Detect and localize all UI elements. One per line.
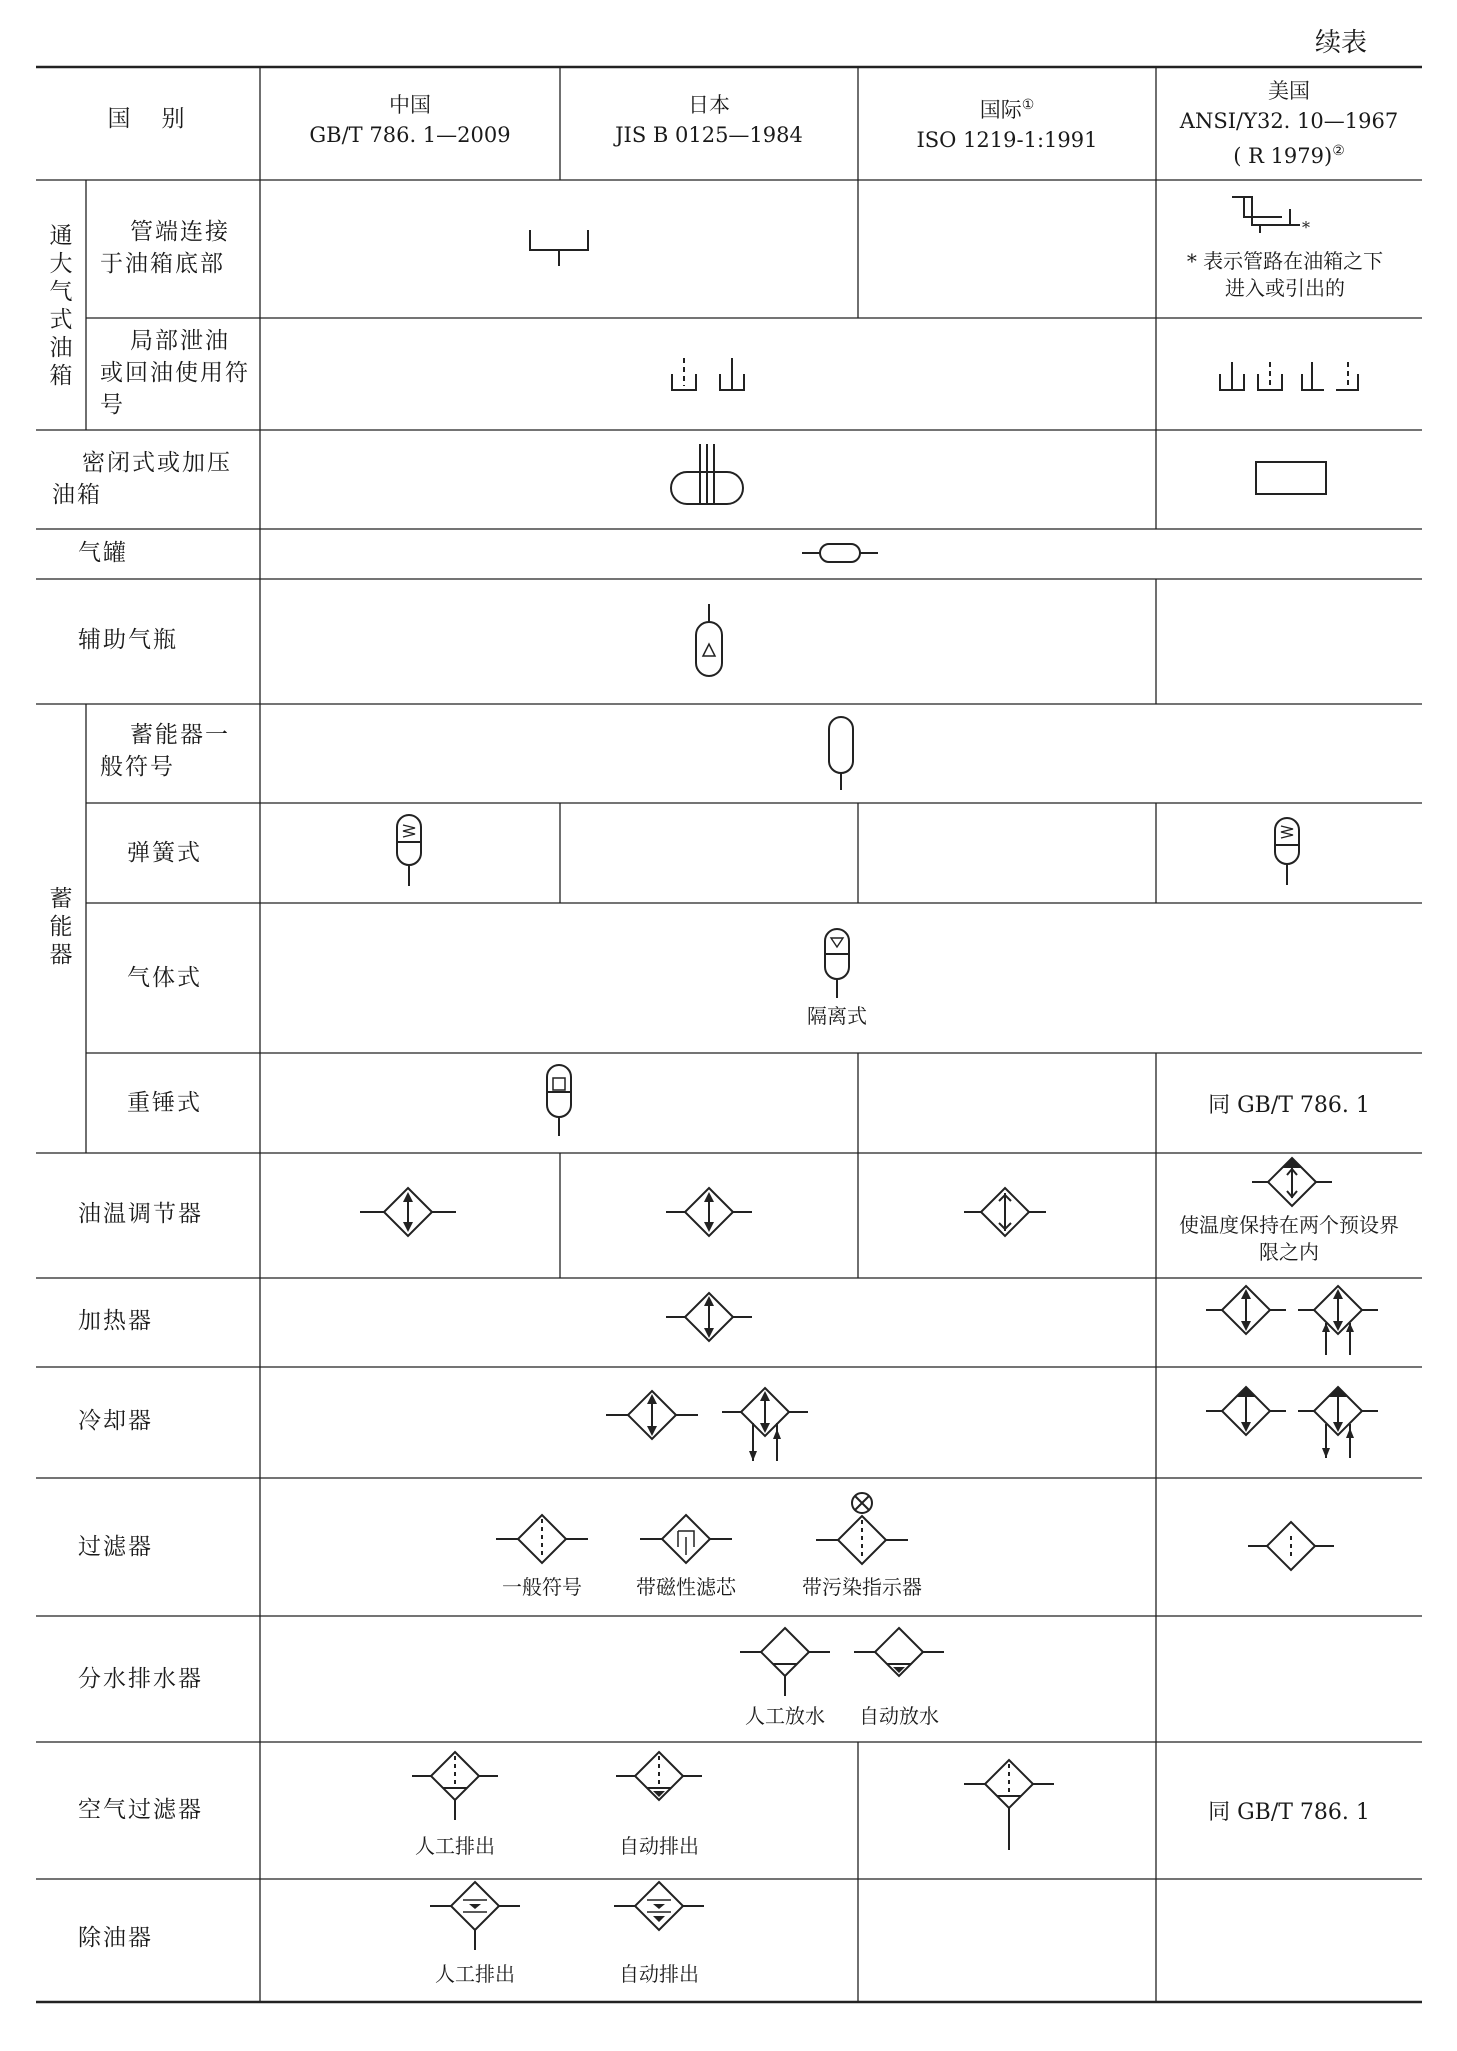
row-label-cooler: 冷却器	[78, 1408, 153, 1434]
heater-icon	[1296, 1283, 1380, 1357]
air-filter-icon	[962, 1756, 1056, 1852]
air-filter-icon	[410, 1748, 500, 1822]
row-label-water-separator: 分水排水器	[78, 1666, 203, 1692]
row-label-accumulator-general: 蓄能器一般符号	[100, 722, 230, 780]
oil-remover-auto-caption: 自动排出	[619, 1962, 699, 1986]
column-header-usa: 美国 ANSI/Y32. 10—1967 ( R 1979)②	[1179, 79, 1399, 168]
column-header-china: 中国 GB/T 786. 1—2009	[309, 93, 511, 147]
gas-tank-icon	[800, 541, 880, 565]
row-label-pipe-bottom: 管端连接于油箱底部	[100, 219, 230, 277]
filter-icon	[814, 1490, 910, 1568]
air-filter-icon	[614, 1748, 704, 1808]
cooler-icon	[1204, 1384, 1288, 1438]
filter-magnetic-caption: 带磁性滤芯	[636, 1575, 736, 1599]
heater-icon	[664, 1290, 754, 1344]
row-label-weight: 重锤式	[127, 1090, 202, 1116]
tank-open-icon	[528, 228, 592, 268]
row-label-aux-cylinder: 辅助气瓶	[78, 627, 178, 653]
cooler-icon	[604, 1388, 700, 1442]
filter-indicator-caption: 带污染指示器	[802, 1575, 922, 1599]
filter-icon	[494, 1511, 590, 1567]
oil-remover-manual-caption: 人工排出	[435, 1962, 515, 1986]
filter-icon	[1246, 1518, 1336, 1574]
row-label-spring: 弹簧式	[127, 840, 202, 866]
row-label-local-drain: 局部泄油或回油使用符号	[100, 328, 250, 418]
row-label-gas-tank: 气罐	[78, 540, 128, 566]
gas-accumulator-caption: 隔离式	[807, 1004, 867, 1028]
tank-sealed-icon	[668, 440, 748, 508]
spring-accumulator-icon	[394, 812, 424, 888]
row-label-air-filter: 空气过滤器	[78, 1797, 203, 1823]
air-filter-manual-caption: 人工排出	[415, 1834, 495, 1858]
country-header: 国 别	[107, 106, 189, 132]
temperature-regulator-icon	[962, 1185, 1048, 1239]
air-filter-auto-caption: 自动排出	[619, 1834, 699, 1858]
row-label-sealed-tank: 密闭式或加压油箱	[52, 450, 232, 508]
svg-text:*: *	[1302, 218, 1310, 237]
column-header-japan: 日本 JIS B 0125—1984	[615, 93, 803, 147]
oil-remover-icon	[612, 1878, 706, 1940]
filter-icon	[638, 1511, 734, 1567]
water-separator-icon	[852, 1622, 946, 1684]
oil-remover-icon	[428, 1878, 522, 1954]
continuation-label: 续表	[1315, 28, 1368, 58]
temperature-regulator-icon	[358, 1185, 458, 1239]
water-separator-icon	[738, 1622, 832, 1698]
auto-drain-caption: 自动放水	[859, 1704, 939, 1728]
row-label-gas: 气体式	[127, 965, 202, 991]
column-header-international: 国际① ISO 1219-1:1991	[916, 97, 1098, 152]
row-label-temp-regulator: 油温调节器	[78, 1201, 203, 1227]
row-label-oil-remover: 除油器	[78, 1925, 153, 1951]
cooler-icon	[720, 1385, 810, 1463]
group-label-vent-tank: 通大气式油箱	[49, 223, 73, 389]
accumulator-icon	[826, 714, 856, 792]
row-label-heater: 加热器	[78, 1308, 153, 1334]
pipe-bottom-note: * 表示管路在油箱之下进入或引出的	[1186, 249, 1384, 300]
heater-icon	[1204, 1283, 1288, 1337]
tank-drain-icon	[1218, 354, 1364, 394]
manual-drain-caption: 人工放水	[745, 1704, 825, 1728]
gas-accumulator-icon	[822, 926, 852, 1000]
gas-cylinder-icon	[692, 602, 726, 678]
spring-accumulator-icon	[1272, 815, 1302, 887]
air-filter-usa-same-note: 同 GB/T 786. 1	[1208, 1800, 1370, 1825]
row-label-filter: 过滤器	[78, 1534, 153, 1560]
cooler-icon	[1296, 1384, 1380, 1460]
temperature-regulator-icon	[1250, 1156, 1334, 1208]
filter-general-caption: 一般符号	[502, 1575, 582, 1599]
temperature-regulator-icon	[664, 1185, 754, 1239]
weight-usa-same-note: 同 GB/T 786. 1	[1208, 1093, 1370, 1118]
tank-open-icon	[1230, 195, 1310, 237]
temp-regulator-usa-note: 使温度保持在两个预设界限之内	[1179, 1213, 1399, 1264]
tank-sealed-icon	[1254, 460, 1330, 498]
weight-accumulator-icon	[544, 1062, 574, 1138]
group-label-accumulator: 蓄能器	[49, 886, 73, 968]
tank-drain-icon	[668, 352, 748, 394]
